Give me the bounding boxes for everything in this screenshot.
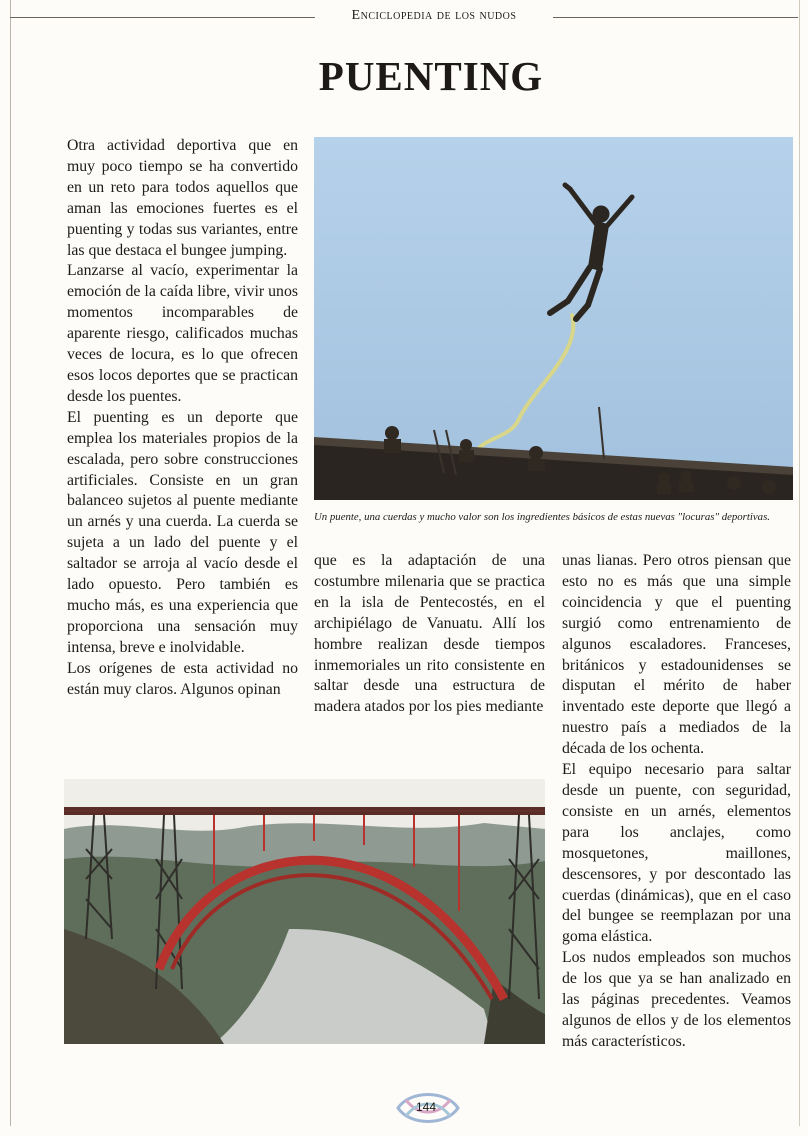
paragraph: El equipo necesario para saltar desde un puente, con seguridad, consiste en un arnés, elementos para los anclajes, como mosquetones, maillones, descensores, y por descontado las cuerdas (dinámicas), que en el caso del bungee se reemplazan por una goma elástica. — [562, 761, 791, 946]
running-header — [10, 0, 798, 28]
bungee-jumper-illustration — [314, 137, 793, 500]
paragraph: Lanzarse al vacío, experimentar la emoción de la caída libre, vivir unos momentos incomparables de aparente riesgo, calificados muchas veces de locura, es lo que ofrecen esos locos deportes que se practican desde los puentes. — [67, 262, 298, 405]
page-number: 144 — [415, 1100, 437, 1114]
paragraph: que es la adaptación de una costumbre milenaria que se practica en la isla de Pentecostés, en el archipiélago de Vanuatu. Allí los hombre realizan desde tiempos inmemoriales un rito consistente en saltar desde una estructura de madera atados por los pies mediante — [314, 552, 545, 716]
paragraph: Otra actividad deportiva que en muy poco tiempo se ha convertido en un reto para todos aquellos que aman las emociones fuertes es el puenting y todas sus variantes, entre las que destaca el bungee jumping. — [67, 137, 298, 259]
text-column-2 — [314, 551, 545, 718]
header-rule-right — [553, 17, 798, 18]
paragraph: unas lianas. Pero otros piensan que esto no es más que una simple coincidencia y que el puenting surgió como entrenamiento de algunos escaladores. Franceses, británicos y estadounidenses se disputan el mérito de haber inventado este deporte que llegó a nuestro país a mediados de la década de los ochenta. — [562, 552, 791, 758]
bungee-jumper-photo — [314, 137, 793, 500]
header-rule-left — [10, 17, 315, 18]
text-column-1 — [67, 136, 298, 700]
paragraph: Los nudos empleados son muchos de los que ya se han analizado en las páginas precedentes. Veamos algunos de ellos y de los elementos más característicos. — [562, 949, 791, 1050]
arch-bridge-illustration — [64, 779, 545, 1044]
page-title: PUENTING — [318, 53, 544, 99]
page-footer — [388, 1086, 468, 1126]
header-title: Enciclopedia de los nudos — [351, 8, 517, 23]
paragraph: Los orígenes de esta actividad no están muy claros. Algunos opinan — [67, 659, 298, 698]
text-column-3 — [562, 551, 791, 1053]
photo-caption: Un puente, una cuerdas y mucho valor son los ingredientes básicos de estas nuevas "locuras" deportivas. — [314, 511, 770, 523]
arch-bridge-photo — [64, 779, 545, 1044]
paragraph: El puenting es un deporte que emplea los materiales propios de la escalada, pero sobre construcciones artificiales. Consiste en un gran balanceo sujetos al puente mediante un arnés y una cuerda. La cuerda se sujeta a un lado del puente y el saltador se arroja al vacío desde el lado opuesto. Pero también es mucho más, es una experiencia que proporciona una sensación muy intensa, breve e inolvidable. — [67, 408, 298, 656]
